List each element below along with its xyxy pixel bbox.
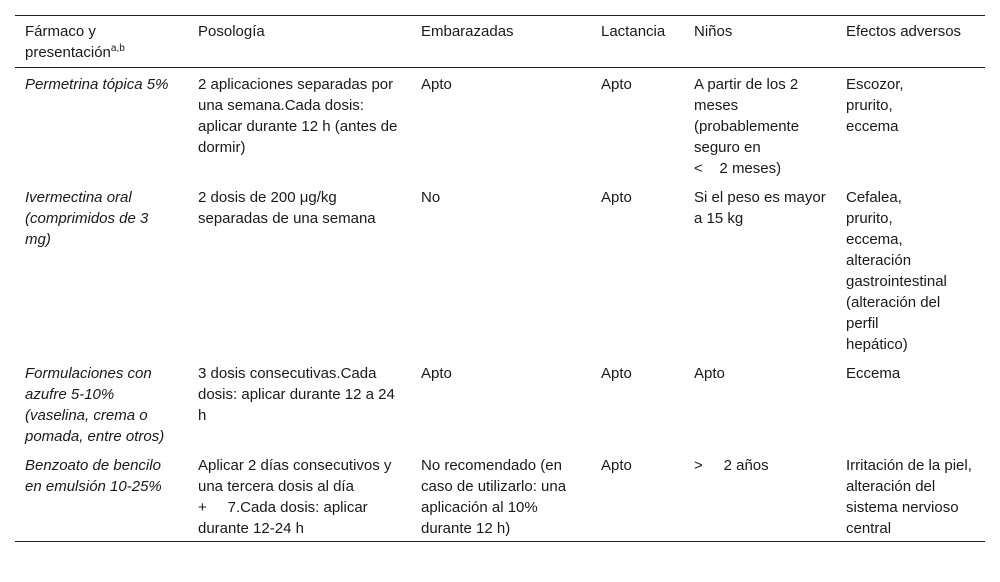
table-row — [15, 68, 985, 181]
table-row — [15, 181, 985, 357]
cell-adverse: Irritación de la piel, alteración del sistema nervioso central — [846, 457, 972, 537]
drug-table — [15, 15, 985, 542]
table-header-row — [15, 16, 985, 68]
cell-adverse: Eccema — [846, 365, 901, 382]
header-dosage: Posología — [198, 23, 265, 40]
cell-lactation: Apto — [601, 76, 632, 93]
cell-children: Apto — [694, 365, 725, 382]
cell-dosage: Aplicar 2 días consecutivos y una tercera dosis al día + 7.Cada dosis: aplicar durante 12-24 h — [198, 457, 392, 537]
cell-adverse: Escozor, prurito, eccema — [846, 76, 904, 135]
header-drug-label: Fármaco y presentación — [25, 23, 111, 61]
cell-dosage: 3 dosis consecutivas.Cada dosis: aplicar durante 12 a 24 h — [198, 365, 395, 424]
cell-dosage: 2 dosis de 200 μg/kg separadas de una semana — [198, 189, 376, 227]
cell-children: > 2 años — [694, 457, 769, 474]
header-drug-superscript: a,b — [110, 43, 125, 54]
cell-children: Si el peso es mayor a 15 kg — [694, 189, 826, 227]
cell-lactation: Apto — [601, 365, 632, 382]
table-row — [15, 357, 985, 449]
header-drug — [15, 16, 188, 67]
cell-drug: Formulaciones con azufre 5-10% (vaselina, crema o pomada, entre otros) — [25, 365, 165, 445]
table-row — [15, 449, 985, 541]
cell-drug: Benzoato de bencilo en emulsión 10-25% — [25, 457, 162, 495]
cell-pregnant: No — [421, 189, 441, 206]
cell-pregnant: Apto — [421, 76, 452, 93]
cell-pregnant: Apto — [421, 365, 452, 382]
cell-children: A partir de los 2 meses (probablemente seguro en < 2 meses) — [694, 76, 800, 177]
cell-lactation: Apto — [601, 457, 632, 474]
cell-adverse: Cefalea, prurito, eccema, alteración gastrointestinal (alteración del perfil hepático) — [846, 189, 947, 353]
header-pregnant: Embarazadas — [421, 23, 514, 40]
cell-drug: Ivermectina oral (comprimidos de 3 mg) — [25, 189, 149, 248]
header-lactation: Lactancia — [601, 23, 666, 40]
cell-pregnant: No recomendado (en caso de utilizarlo: una aplicación al 10% durante 12 h) — [421, 457, 567, 537]
header-children: Niños — [694, 23, 733, 40]
header-adverse: Efectos adversos — [846, 23, 962, 40]
cell-lactation: Apto — [601, 189, 632, 206]
cell-dosage: 2 aplicaciones separadas por una semana.Cada dosis: aplicar durante 12 h (antes de dormir) — [198, 76, 398, 156]
cell-drug: Permetrina tópica 5% — [25, 76, 169, 93]
